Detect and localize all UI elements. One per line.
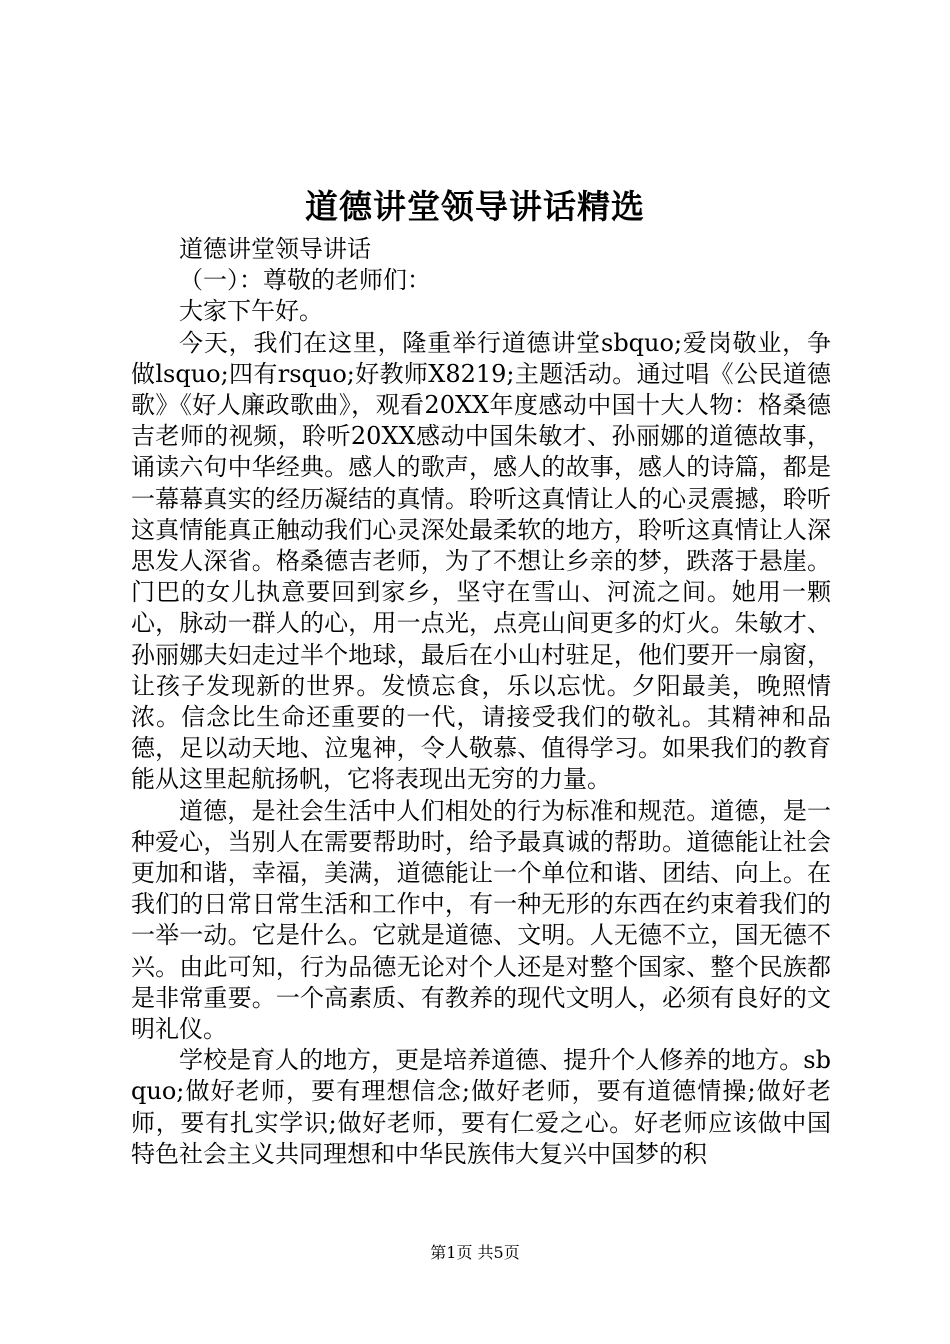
document-title: 道德讲堂领导讲话精选 [305,187,645,226]
paragraph: 道德，是社会生活中人们相处的行为标准和规范。道德，是一种爱心，当别人在需要帮助时，给予最真诚的帮助。道德能让社会更加和谐，幸福，美满，道德能让一个单位和谐、团结、向上。在我们的日常日常生活和工作中，有一种无形的东西在约束着我们的一举一动。它是什么。它就是道德、文明。人无德不立，国无德不兴。由此可知，行为品德无论对个人还是对整个国家、整个民族都是非常重要。一个高素质、有教养的现代文明人，必须有良好的文明礼仪。 [131,796,831,1044]
page-footer: 第1页 共5页 [430,1243,520,1262]
paragraph: （一）：尊敬的老师们： [179,266,431,295]
paragraph: 学校是育人的地方，更是培养道德、提升个人修养的地方。sbquo;做好老师，要有理想信念;做好老师，要有道德情操;做好老师，要有扎实学识;做好老师，要有仁爱之心。好老师应该做中国特色社会主义共同理想和中华民族伟大复兴中国梦的积 [131,1046,831,1168]
paragraph: 大家下午好。 [179,297,323,326]
paragraph: 道德讲堂领导讲话 [179,235,371,263]
document-body [131,234,831,1170]
paragraph: 今天，我们在这里，隆重举行道德讲堂sbquo;爱岗敬业，争做lsquo;四有rsquo;好教师X8219;主题活动。通过唱《公民道德歌》《好人廉政歌曲》，观看20XX年度感动中国十大人物：格桑德吉老师的视频，聆听20XX感动中国朱敏才、孙丽娜的道德故事，诵读六句中华经典。感人的歌声，感人的故事，感人的诗篇，都是一幕幕真实的经历凝结的真情。聆听这真情让人的心灵震撼，聆听这真情能真正触动我们心灵深处最柔软的地方，聆听这真情让人深思发人深省。格桑德吉老师，为了不想让乡亲的梦，跌落于悬崖。门巴的女儿执意要回到家乡，坚守在雪山、河流之间。她用一颗心，脉动一群人的心，用一点光，点亮山间更多的灯火。朱敏才、孙丽娜夫妇走过半个地球，最后在小山村驻足，他们要开一扇窗，让孩子发现新的世界。发愤忘食，乐以忘忧。夕阳最美，晚照情浓。信念比生命还重要的一代，请接受我们的敬礼。其精神和品德，足以动天地、泣鬼神，令人敬慕、值得学习。如果我们的教育能从这里起航扬帆，它将表现出无穷的力量。 [131,328,831,794]
